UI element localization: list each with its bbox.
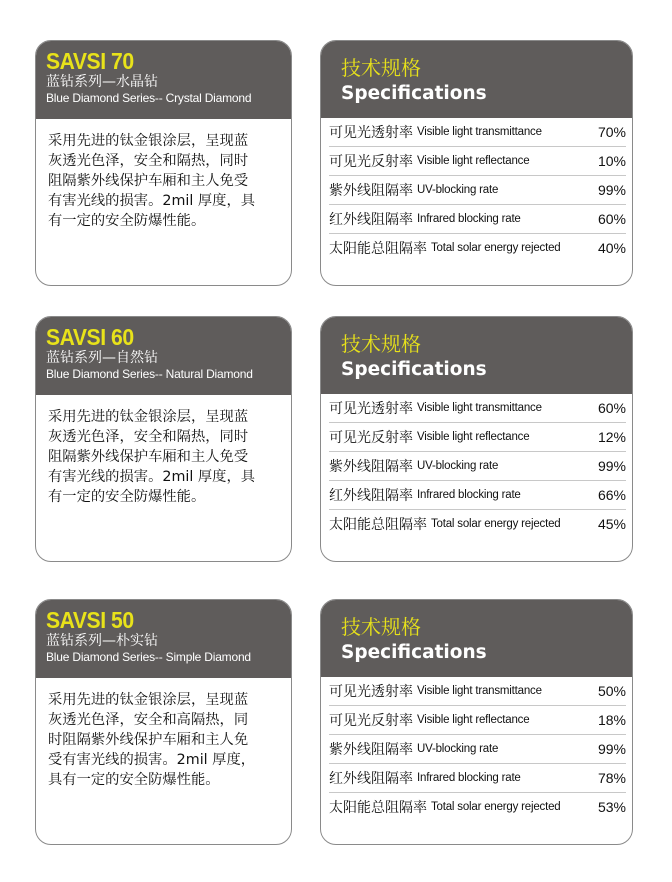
spec-row [329, 481, 626, 510]
spec-title-cn: 技术规格 [341, 332, 421, 356]
spec-label-en: Visible light transmittance [417, 685, 542, 697]
spec-label-en: UV-blocking rate [417, 184, 499, 196]
spec-label-en: Visible light reflectance [417, 714, 530, 726]
series-en: Blue Diamond Series-- Natural Diamond [46, 367, 253, 381]
spec-row [329, 234, 626, 262]
spec-label-cn: 红外线阻隔率 [329, 771, 413, 787]
spec-label-en: Infrared blocking rate [417, 772, 521, 784]
spec-label-en: UV-blocking rate [417, 460, 499, 472]
spec-label-en: Total solar energy rejected [431, 518, 561, 530]
description-line: 有一定的安全防爆性能。 [48, 489, 206, 505]
spec-value: 99% [597, 182, 626, 198]
spec-value: 45% [597, 516, 626, 532]
spec-label-en: Visible light transmittance [417, 126, 542, 138]
spec-label-cn: 可见光反射率 [329, 713, 413, 729]
product-name: SAVSI 70 [46, 48, 134, 74]
spec-value: 99% [597, 741, 626, 757]
description-line: 受有害光线的损害。2mil 厚度， [48, 752, 256, 768]
spec-header [321, 41, 632, 118]
series-cn: 蓝钻系列—自然钻 [46, 350, 158, 366]
spec-label-cn: 可见光透射率 [329, 684, 413, 700]
description-line: 时阻隔紫外线保护车厢和主人免 [48, 732, 249, 748]
product-card-1 [35, 40, 292, 286]
spec-label-cn: 太阳能总阻隔率 [329, 241, 427, 257]
spec-label-en: Infrared blocking rate [417, 213, 521, 225]
description-line: 采用先进的钛金银涂层，呈现蓝 [48, 409, 249, 425]
spec-label-en: Infrared blocking rate [417, 489, 521, 501]
spec-row [329, 205, 626, 234]
spec-title-cn: 技术规格 [341, 56, 421, 80]
description-line: 灰透光色泽，安全和隔热，同时 [48, 429, 249, 445]
product-description [36, 395, 291, 507]
description-line: 灰透光色泽，安全和高隔热，同 [48, 712, 249, 728]
spec-label-cn: 紫外线阻隔率 [329, 742, 413, 758]
spec-label-en: Total solar energy rejected [431, 242, 561, 254]
spec-title-en: Specifications [341, 359, 487, 380]
spec-label-cn: 太阳能总阻隔率 [329, 800, 427, 816]
spec-row [329, 677, 626, 706]
spec-value: 40% [597, 240, 626, 256]
spec-row [329, 452, 626, 481]
product-name: SAVSI 50 [46, 607, 134, 633]
spec-title-en: Specifications [341, 83, 487, 104]
spec-value: 18% [597, 712, 626, 728]
spec-row [329, 176, 626, 205]
product-header [36, 600, 291, 678]
spec-label-cn: 红外线阻隔率 [329, 488, 413, 504]
spec-value: 60% [597, 400, 626, 416]
spec-label-cn: 太阳能总阻隔率 [329, 517, 427, 533]
spec-row [329, 147, 626, 176]
series-en: Blue Diamond Series-- Simple Diamond [46, 650, 251, 664]
spec-label-cn: 红外线阻隔率 [329, 212, 413, 228]
product-description [36, 678, 291, 790]
spec-value: 78% [597, 770, 626, 786]
spec-value: 66% [597, 487, 626, 503]
spec-row [329, 764, 626, 793]
spec-row [329, 510, 626, 538]
spec-table [321, 677, 632, 821]
description-line: 具有一定的安全防爆性能。 [48, 772, 220, 788]
spec-title-en: Specifications [341, 642, 487, 663]
spec-value: 50% [597, 683, 626, 699]
spec-label-cn: 可见光反射率 [329, 154, 413, 170]
series-en: Blue Diamond Series-- Crystal Diamond [46, 91, 252, 105]
spec-card-3 [320, 599, 633, 845]
spec-row [329, 793, 626, 821]
spec-header [321, 317, 632, 394]
description-line: 阻隔紫外线保护车厢和主人免受 [48, 449, 249, 465]
description-line: 有一定的安全防爆性能。 [48, 213, 206, 229]
spec-value: 70% [597, 124, 626, 140]
spec-label-cn: 紫外线阻隔率 [329, 459, 413, 475]
spec-label-en: Visible light transmittance [417, 402, 542, 414]
description-line: 阻隔紫外线保护车厢和主人免受 [48, 173, 249, 189]
spec-row [329, 706, 626, 735]
spec-header [321, 600, 632, 677]
product-card-2 [35, 316, 292, 562]
description-line: 有害光线的损害。2mil 厚度，具 [48, 193, 256, 209]
product-name: SAVSI 60 [46, 324, 134, 350]
product-card-3 [35, 599, 292, 845]
spec-row [329, 735, 626, 764]
spec-label-cn: 可见光反射率 [329, 430, 413, 446]
spec-table [321, 118, 632, 262]
description-line: 灰透光色泽，安全和隔热，同时 [48, 153, 249, 169]
spec-label-en: UV-blocking rate [417, 743, 499, 755]
spec-value: 10% [597, 153, 626, 169]
description-line: 采用先进的钛金银涂层，呈现蓝 [48, 133, 249, 149]
series-cn: 蓝钻系列—水晶钻 [46, 74, 158, 90]
spec-label-en: Visible light reflectance [417, 155, 530, 167]
spec-value: 12% [597, 429, 626, 445]
spec-value: 53% [597, 799, 626, 815]
spec-title-cn: 技术规格 [341, 615, 421, 639]
series-cn: 蓝钻系列—朴实钻 [46, 633, 158, 649]
product-description [36, 119, 291, 231]
spec-table [321, 394, 632, 538]
product-header [36, 41, 291, 119]
product-header [36, 317, 291, 395]
spec-label-cn: 可见光透射率 [329, 125, 413, 141]
spec-value: 99% [597, 458, 626, 474]
description-line: 有害光线的损害。2mil 厚度，具 [48, 469, 256, 485]
spec-row [329, 394, 626, 423]
spec-card-1 [320, 40, 633, 286]
spec-value: 60% [597, 211, 626, 227]
spec-card-2 [320, 316, 633, 562]
spec-label-cn: 可见光透射率 [329, 401, 413, 417]
spec-label-en: Total solar energy rejected [431, 801, 561, 813]
description-line: 采用先进的钛金银涂层，呈现蓝 [48, 692, 249, 708]
spec-row [329, 423, 626, 452]
spec-label-cn: 紫外线阻隔率 [329, 183, 413, 199]
spec-row [329, 118, 626, 147]
spec-label-en: Visible light reflectance [417, 431, 530, 443]
